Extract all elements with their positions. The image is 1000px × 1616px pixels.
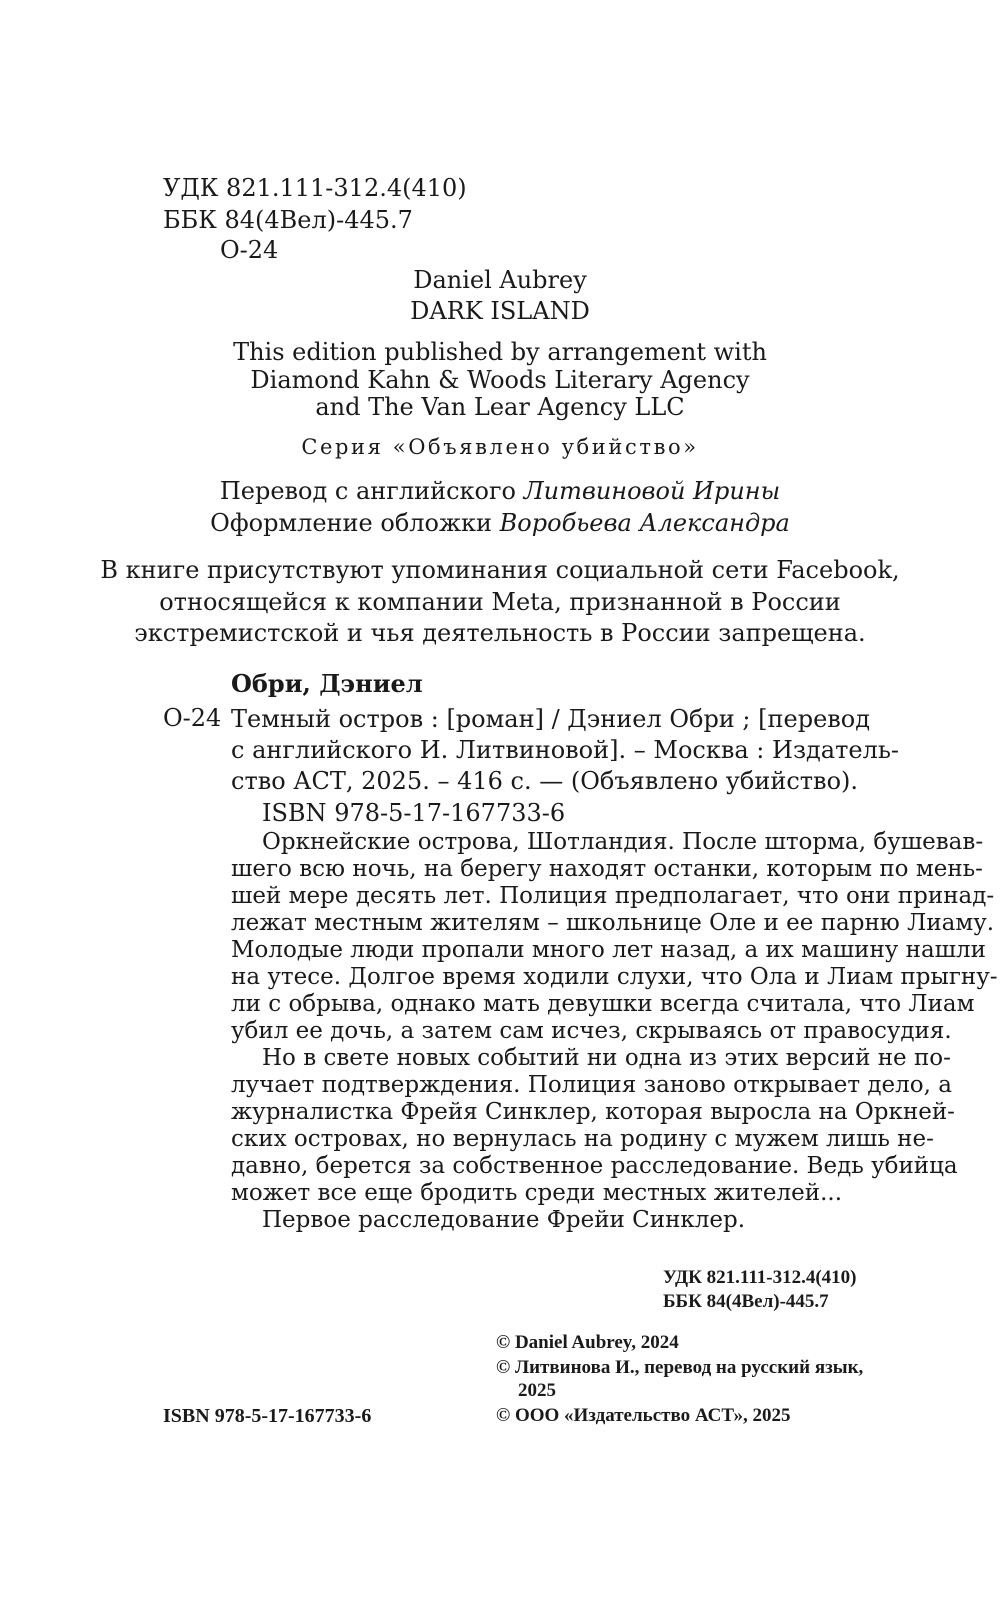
footer-udk-code: УДК 821.111-312.4(410) [663, 1267, 857, 1288]
annotation-paragraph-1 [231, 829, 998, 1045]
udk-code: УДК 821.111-312.4(410) [163, 174, 467, 202]
annotation-line: лучает подтверждения. Полиция заново открывает дело, а [231, 1072, 952, 1098]
footer-isbn: ISBN 978-5-17-167733-6 [163, 1405, 372, 1427]
catalog-code: О-24 [163, 704, 222, 732]
cover-credit [0, 507, 1000, 539]
footer-bbk-code: ББК 84(4Вел)-445.7 [663, 1291, 829, 1312]
annotation-line: ли с обрыва, однако мать девушки всегда считала, что Лиам [231, 991, 975, 1017]
annotation-line: лежат местным жителям – школьнице Оле и ее парню Лиаму. [231, 910, 995, 936]
annotation-line: на утесе. Долгое время ходили слухи, что Ола и Лиам прыгну- [231, 964, 998, 990]
catalog-isbn: ISBN 978-5-17-167733-6 [262, 799, 566, 827]
series-line: Серия «Объявлено убийство» [301, 435, 699, 459]
cover-designer-name: Воробьева Александра [499, 509, 790, 537]
catalog-author-heading: Обри, Дэниел [231, 669, 423, 698]
annotation-line: может все еще бродить среди местных жителей... [231, 1180, 843, 1206]
copyright-line: 2025 [518, 1380, 556, 1401]
annotation-line: убил ее дочь, а затем сам исчез, скрываясь от правосудия. [231, 1018, 952, 1044]
disclaimer-line: В книге присутствуют упоминания социальной сети Facebook, [100, 556, 900, 584]
annotation-line: шей мере десять лет. Полиция предполагает, что они принад- [231, 883, 995, 909]
translator-name: Литвиновой Ирины [523, 477, 781, 505]
annotation-line: давно, берется за собственное расследование. Ведь убийца [231, 1153, 958, 1179]
bbk-code: ББК 84(4Вел)-445.7 [163, 206, 413, 234]
annotation-line: журналистка Фрейя Синклер, которая выросла на Оркней- [231, 1099, 955, 1125]
copyright-line: © ООО «Издательство АСТ», 2025 [496, 1405, 791, 1426]
edition-note-line: and The Van Lear Agency LLC [315, 393, 685, 421]
copyright-line: © Daniel Aubrey, 2024 [496, 1332, 679, 1353]
annotation-line: Но в свете новых событий ни одна из этих версий не по- [262, 1045, 951, 1071]
catalog-description-line: ство АСТ, 2025. – 416 с. — (Объявлено убийство). [231, 767, 859, 795]
translation-credit [0, 475, 1000, 507]
annotation-line: ских островах, но вернулась на родину с мужем лишь не- [231, 1126, 934, 1152]
annotation-line: шего всю ночь, на берегу находят останки, которым по мень- [231, 856, 983, 882]
original-author: Daniel Aubrey [413, 266, 587, 294]
catalog-description [231, 704, 900, 797]
annotation-line: Молодые люди пропали много лет назад, а их машину нашли [231, 937, 986, 963]
copyright-line: © Литвинова И., перевод на русский язык, [496, 1357, 864, 1378]
cover-prefix: Оформление обложки [210, 509, 500, 537]
catalog-description-line: Темный остров : [роман] / Дэниел Обри ; [перевод [231, 705, 871, 733]
original-title: DARK ISLAND [410, 297, 590, 325]
author-code: О-24 [220, 236, 279, 264]
edition-note-line: This edition published by arrangement with [233, 338, 767, 366]
annotation-paragraph-3: Первое расследование Фрейи Синклер. [262, 1207, 746, 1233]
annotation-line: Оркнейские острова, Шотландия. После шторма, бушевав- [262, 829, 984, 855]
edition-note-line: Diamond Kahn & Woods Literary Agency [250, 366, 750, 394]
catalog-description-line: с английского И. Литвиновой]. – Москва : Издатель- [231, 736, 900, 764]
translation-prefix: Перевод с английского [219, 477, 524, 505]
annotation-paragraph-2 [231, 1045, 958, 1207]
disclaimer-line: относящейся к компании Meta, признанной в России [159, 588, 841, 616]
disclaimer-line: экстремистской и чья деятельность в России запрещена. [134, 619, 866, 647]
